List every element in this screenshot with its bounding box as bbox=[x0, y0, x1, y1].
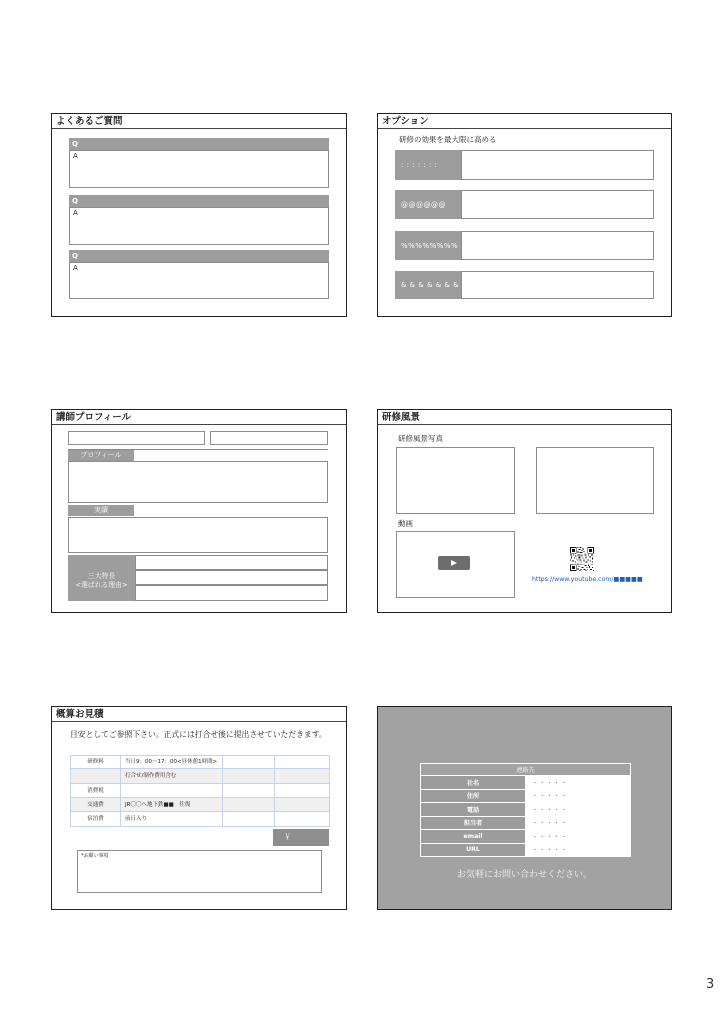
estimate-total: ￥ bbox=[273, 829, 329, 846]
feature-row bbox=[135, 555, 328, 570]
contact-label: email bbox=[421, 830, 526, 844]
contact-closing-text: お気軽にお問い合わせください。 bbox=[456, 870, 592, 880]
title-box bbox=[210, 431, 328, 445]
table-row bbox=[71, 812, 330, 827]
name-box bbox=[68, 431, 205, 445]
slide-training-scenes bbox=[377, 409, 672, 613]
option-row bbox=[395, 190, 654, 219]
contact-value: ・・・・・ bbox=[526, 830, 631, 844]
estimate-cell bbox=[275, 784, 330, 798]
option-label: @@@@@@ bbox=[395, 190, 461, 219]
estimate-cell bbox=[275, 769, 330, 784]
page-number: 3 bbox=[706, 977, 715, 992]
remarks-label: *お願い事項 bbox=[81, 853, 109, 859]
title-divider bbox=[378, 128, 671, 129]
remarks-box bbox=[77, 850, 322, 893]
estimate-cell bbox=[223, 756, 275, 769]
option-box bbox=[461, 190, 654, 219]
estimate-cell: 消費税 bbox=[71, 784, 121, 798]
achievements-box bbox=[68, 517, 328, 553]
estimate-cell bbox=[275, 756, 330, 769]
estimate-cell: 打合せ/制作費用含む bbox=[121, 769, 223, 784]
estimate-cell bbox=[223, 769, 275, 784]
slide-instructor-profile bbox=[51, 409, 347, 613]
option-label: : : : : : : : bbox=[395, 150, 461, 180]
title-divider bbox=[52, 128, 346, 129]
option-box bbox=[461, 150, 654, 180]
contact-value: ・・・・・ bbox=[526, 843, 631, 857]
photos-label: 研修風景写真 bbox=[398, 434, 443, 443]
contact-label: 担当者 bbox=[421, 816, 526, 830]
contact-label: 電話 bbox=[421, 803, 526, 817]
estimate-cell: JR〇〇へ地下鉄■■ 往復 bbox=[121, 798, 223, 812]
estimate-table bbox=[70, 755, 330, 827]
contact-value: ・・・・・ bbox=[526, 816, 631, 830]
faq-question-bar: Q bbox=[69, 195, 329, 207]
feature-row bbox=[135, 570, 328, 585]
table-row bbox=[421, 764, 631, 776]
video-url-link[interactable]: https://www.youtube.com/■■■■■ bbox=[532, 576, 643, 583]
table-row bbox=[421, 789, 631, 803]
option-row bbox=[395, 150, 654, 180]
contact-label: 住所 bbox=[421, 789, 526, 803]
contact-value: ・・・・・ bbox=[526, 789, 631, 803]
estimate-cell: 研修料 bbox=[71, 756, 121, 769]
profile-box bbox=[68, 461, 328, 503]
contact-label: URL bbox=[421, 843, 526, 857]
faq-answer-box: A bbox=[69, 150, 329, 188]
estimate-note: 目安としてご参照下さい。正式には打合せ後に提出させていただきます。 bbox=[70, 730, 327, 739]
qr-code-icon bbox=[570, 547, 594, 571]
estimate-cell bbox=[121, 784, 223, 798]
contact-header: 連絡先 bbox=[421, 764, 631, 776]
option-label: %%%%%%%% bbox=[395, 231, 461, 260]
estimate-cell bbox=[223, 784, 275, 798]
table-row bbox=[71, 769, 330, 784]
table-row bbox=[71, 784, 330, 798]
option-row bbox=[395, 231, 654, 260]
faq-answer-box: A bbox=[69, 262, 329, 299]
contact-value: ・・・・・ bbox=[526, 803, 631, 817]
estimate-cell bbox=[275, 812, 330, 827]
contact-label: 社名 bbox=[421, 776, 526, 790]
table-row bbox=[71, 756, 330, 769]
photo-placeholder bbox=[396, 447, 515, 514]
option-box bbox=[461, 231, 654, 260]
slide-faq bbox=[51, 113, 347, 317]
profile-label: プロフィール bbox=[68, 450, 134, 461]
features-label bbox=[68, 555, 135, 601]
slide-options bbox=[377, 113, 672, 317]
estimate-cell bbox=[223, 812, 275, 827]
table-row bbox=[421, 816, 631, 830]
slide-estimate bbox=[51, 706, 347, 910]
table-row bbox=[71, 798, 330, 812]
estimate-cell: 交通費 bbox=[71, 798, 121, 812]
estimate-cell bbox=[275, 798, 330, 812]
features-label-line: 三大特長 bbox=[87, 572, 116, 580]
faq-question-bar: Q bbox=[69, 250, 329, 262]
table-row bbox=[421, 803, 631, 817]
play-icon bbox=[438, 556, 470, 570]
slide-title: よくあるご質問 bbox=[56, 116, 123, 127]
achievements-label: 実績 bbox=[68, 505, 134, 516]
title-divider bbox=[52, 424, 346, 425]
option-row bbox=[395, 271, 654, 299]
estimate-cell: 当日9：00〜17：00<昼休憩1時間> bbox=[121, 756, 223, 769]
estimate-cell bbox=[223, 798, 275, 812]
feature-row bbox=[135, 585, 328, 601]
slide-title: 研修風景 bbox=[382, 412, 421, 423]
features-label-line: <選ばれる理由> bbox=[75, 581, 128, 589]
estimate-cell: 宿泊費 bbox=[71, 812, 121, 827]
video-label: 動画 bbox=[398, 519, 413, 528]
slide-title: 概算お見積 bbox=[56, 709, 104, 720]
faq-question-bar: Q bbox=[69, 138, 329, 150]
slide-title: オプション bbox=[382, 116, 429, 127]
option-box bbox=[461, 271, 654, 299]
options-subtitle: 研修の効果を最大限に高める bbox=[399, 135, 497, 144]
contact-value: ・・・・・ bbox=[526, 776, 631, 790]
table-row bbox=[421, 776, 631, 790]
slide-contact bbox=[377, 706, 672, 910]
contact-table bbox=[420, 763, 631, 857]
title-divider bbox=[378, 424, 671, 425]
estimate-cell: 前日入り bbox=[121, 812, 223, 827]
table-row bbox=[421, 843, 631, 857]
slide-title: 講師プロフィール bbox=[56, 412, 132, 423]
photo-placeholder bbox=[536, 447, 654, 514]
option-label: & & & & & & & bbox=[395, 271, 461, 299]
title-divider bbox=[52, 721, 346, 722]
table-row bbox=[421, 830, 631, 844]
faq-answer-box: A bbox=[69, 207, 329, 245]
estimate-cell bbox=[71, 769, 121, 784]
